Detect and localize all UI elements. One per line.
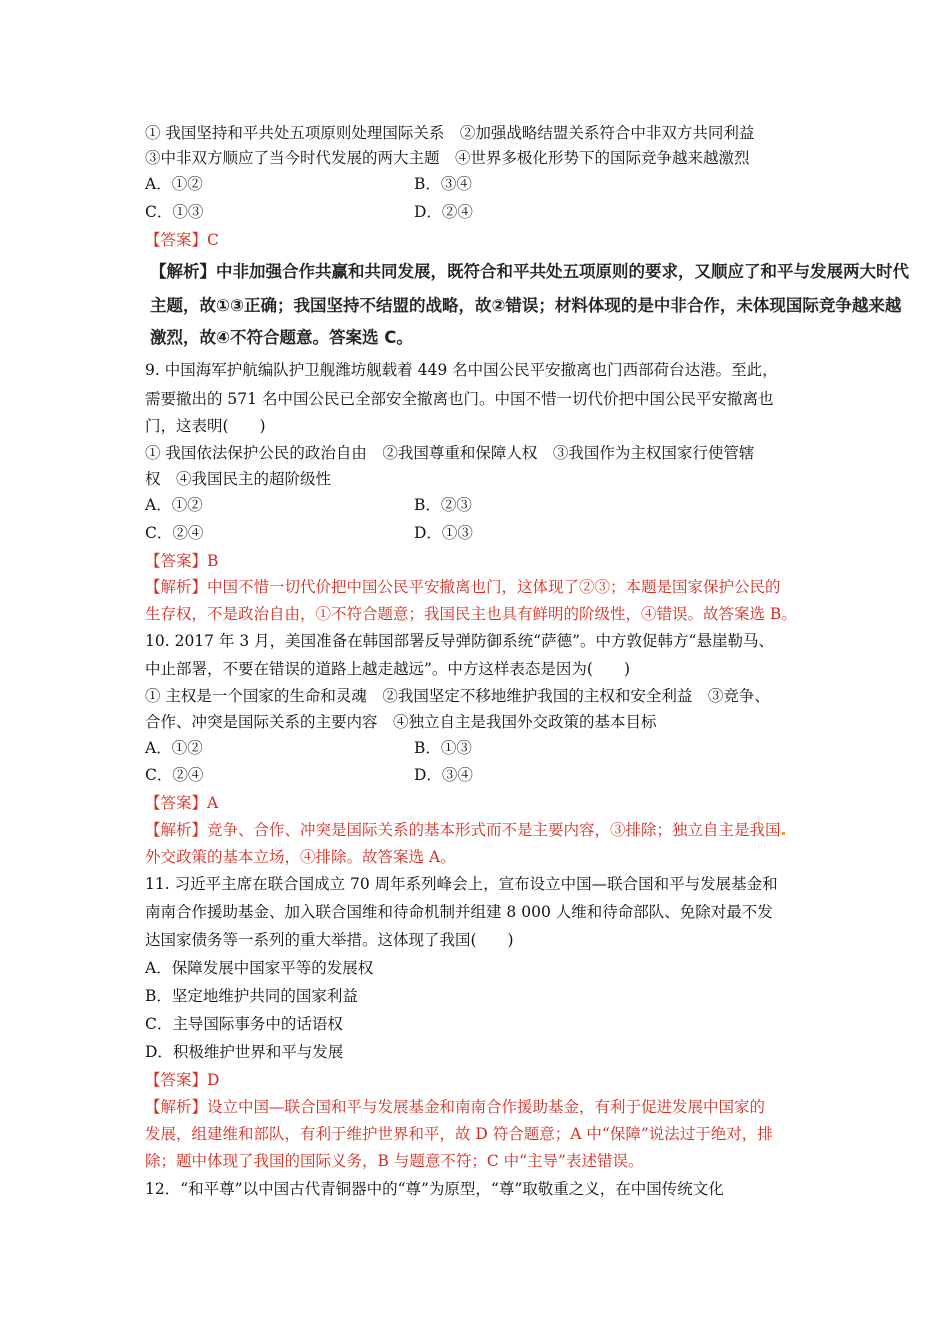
orange-marker-dot: [782, 832, 785, 835]
q10-stem-line-1: 10. 2017 年 3 月，美国准备在韩国部署反导弹防御系统“萨德”。中方敦促韩方“悬崖勒马、: [145, 632, 774, 650]
q9-explanation-line-2: 生存权，不是政治自由，①不符合题意；我国民主也具有鲜明的阶级性，④错误。故答案选 B。: [145, 605, 797, 623]
q8-statement-line-2: ③中非双方顺应了当今时代发展的两大主题 ④世界多极化形势下的国际竞争越来越激烈: [145, 149, 750, 167]
q9-statement-line-1: ① 我国依法保护公民的政治自由 ②我国尊重和保障人权 ③我国作为主权国家行使管辖: [145, 444, 755, 462]
q12-stem-line-1: 12．“和平尊”以中国古代青铜器中的“尊”为原型，“尊”取敬重之义，在中国传统文化: [145, 1180, 724, 1198]
q10-answer: 【答案】A: [145, 794, 219, 812]
q9-answer: 【答案】B: [145, 552, 219, 570]
q9-statement-line-2: 权 ④我国民主的超阶级性: [145, 470, 332, 488]
q10-option-c: C．②④: [145, 766, 204, 784]
q8-option-a: A．①②: [145, 175, 203, 193]
q9-stem-line-1: 9. 中国海军护航编队护卫舰潍坊舰载着 449 名中国公民平安撤离也门西部荷台达港。至此，: [145, 361, 778, 379]
q10-option-b: B．①③: [414, 739, 472, 757]
q8-explanation-line-2: 主题，故①③正确；我国坚持不结盟的战略，故②错误；材料体现的是中非合作，未体现国际竞争越来越: [150, 296, 902, 315]
q9-option-c: C．②④: [145, 524, 204, 542]
q8-option-d: D．②④: [414, 203, 473, 221]
q11-stem-line-2: 南南合作援助基金、加入联合国维和待命机制并组建 8 000 人维和待命部队、免除对最不发: [145, 903, 773, 921]
q10-statement-line-1: ① 主权是一个国家的生命和灵魂 ②我国坚定不移地维护我国的主权和安全利益 ③竞争、: [145, 687, 770, 705]
q11-stem-line-3: 达国家债务等一系列的重大举措。这体现了我国( ): [145, 931, 514, 949]
q8-option-b: B．③④: [414, 175, 472, 193]
q10-explanation-line-1: 【解析】竞争、合作、冲突是国际关系的基本形式而不是主要内容，③排除；独立自主是我国: [145, 820, 785, 840]
q11-option-d: D．积极维护世界和平与发展: [145, 1043, 344, 1061]
q8-option-c: C．①③: [145, 203, 204, 221]
q11-answer: 【答案】D: [145, 1071, 220, 1089]
q10-option-d: D．③④: [414, 766, 473, 784]
q10-option-a: A．①②: [145, 739, 203, 757]
q9-option-d: D．①③: [414, 524, 473, 542]
q8-explanation-line-3: 激烈，故④不符合题意。答案选 C。: [150, 328, 413, 347]
q10-statement-line-2: 合作、冲突是国际关系的主要内容 ④独立自主是我国外交政策的基本目标: [145, 713, 657, 731]
q9-stem-line-2: 需要撤出的 571 名中国公民已全部安全撤离也门。中国不惜一切代价把中国公民平安撤离也: [145, 390, 774, 408]
q11-stem-line-1: 11. 习近平主席在联合国成立 70 周年系列峰会上，宣布设立中国—联合国和平与发展基金和: [145, 875, 778, 893]
q11-option-b: B．坚定地维护共同的国家利益: [145, 987, 358, 1005]
q10-stem-line-2: 中止部署，不要在错误的道路上越走越远”。中方这样表态是因为( ): [145, 660, 631, 678]
q8-explanation-line-1: 【解析】中非加强合作共赢和共同发展，既符合和平共处五项原则的要求，又顺应了和平与发展两大时代: [150, 262, 909, 281]
q11-option-c: C．主导国际事务中的话语权: [145, 1015, 343, 1033]
q11-option-a: A．保障发展中国家平等的发展权: [145, 959, 374, 977]
q8-statement-line-1: ① 我国坚持和平共处五项原则处理国际关系 ②加强战略结盟关系符合中非双方共同利益: [145, 124, 755, 142]
q9-option-b: B．②③: [414, 496, 472, 514]
q11-explanation-line-1: 【解析】设立中国—联合国和平与发展基金和南南合作援助基金，有利于促进发展中国家的: [145, 1098, 766, 1116]
q8-answer: 【答案】C: [145, 231, 219, 249]
q11-explanation-line-2: 发展，组建维和部队，有利于维护世界和平，故 D 符合题意；A 中“保障”说法过于绝对，排: [145, 1125, 773, 1143]
q9-stem-line-3: 门，这表明( ): [145, 417, 266, 435]
q9-option-a: A．①②: [145, 496, 203, 514]
q11-explanation-line-3: 除；题中体现了我国的国际义务，B 与题意不符；C 中“主导”表述错误。: [145, 1152, 644, 1170]
q10-explanation-line-2: 外交政策的基本立场，④排除。故答案选 A。: [145, 848, 456, 866]
q9-explanation-line-1: 【解析】中国不惜一切代价把中国公民平安撤离也门，这体现了②③；本题是国家保护公民的: [145, 578, 781, 596]
